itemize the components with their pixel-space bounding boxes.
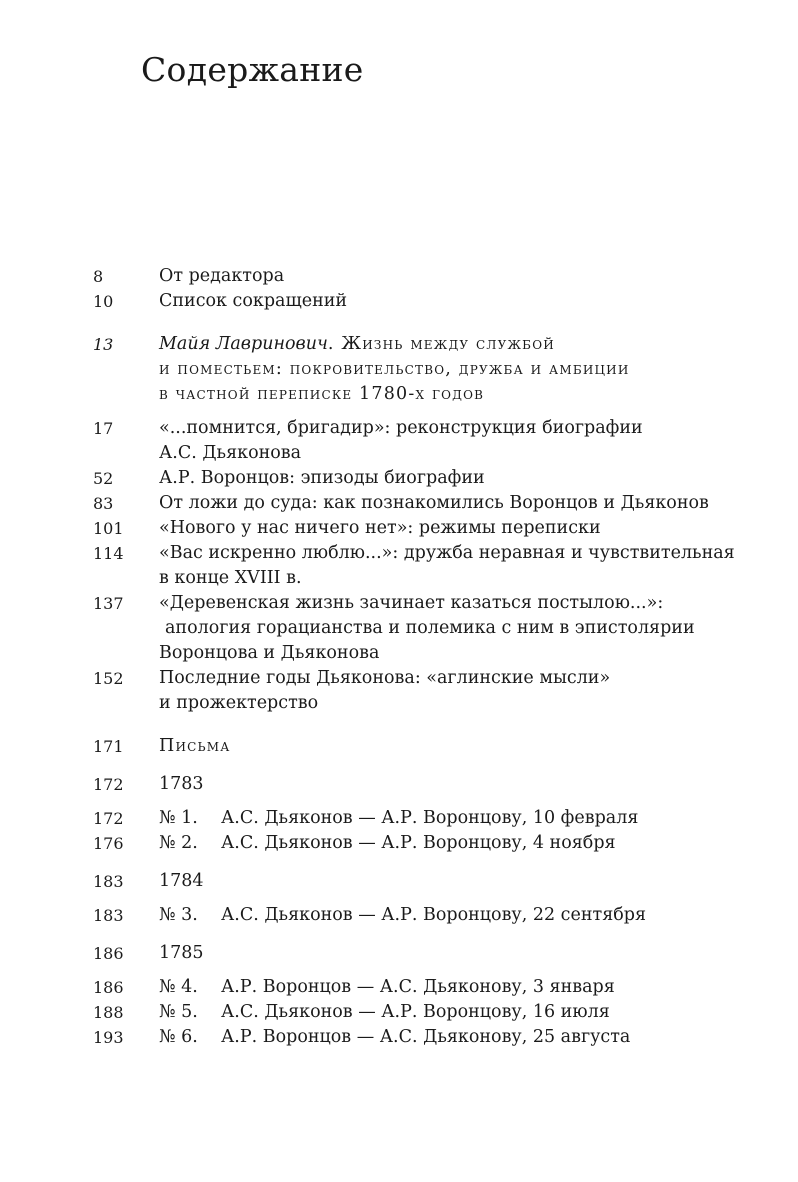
toc-entry [0, 416, 798, 466]
toc-entry-essay [0, 332, 798, 407]
letter-title: А.Р. Воронцов — А.С. Дьяконову, 25 августа [221, 1027, 631, 1047]
page-number: 114 [93, 544, 124, 563]
entry-title: «Деревенская жизнь зачинает казаться постылою...»: [159, 593, 664, 613]
letter-title: А.С. Дьяконов — А.Р. Воронцову, 4 ноября [221, 833, 616, 853]
entry-title: «Вас искренно люблю...»: дружба неравная и чувствительная [159, 543, 735, 563]
essay-author: Майя Лавринович [159, 334, 328, 354]
page-number: 183 [93, 906, 124, 925]
toc-year [0, 772, 798, 797]
entry-title-continued: в конце XVIII в. [159, 568, 302, 588]
toc-letter [0, 1025, 798, 1050]
entry-title: От редактора [159, 266, 285, 286]
letter-number: № 6. [159, 1027, 198, 1047]
toc-entry [0, 466, 798, 491]
page-number: 52 [93, 469, 114, 488]
entry-title: «...помнится, бригадир»: реконструкция биографии [159, 418, 643, 438]
entry-title-continued: и прожектерство [159, 693, 319, 713]
toc-letter [0, 975, 798, 1000]
entry-title: От ложи до суда: как познакомились Воронцов и Дьяконов [159, 493, 709, 513]
letter-number: № 1. [159, 808, 198, 828]
page-number: 176 [93, 834, 124, 853]
page-number: 137 [93, 594, 124, 613]
page-number: 8 [93, 267, 104, 286]
page-number: 172 [93, 809, 124, 828]
letter-number: № 2. [159, 833, 198, 853]
entry-title: Последние годы Дьяконова: «аглинские мысли» [159, 668, 611, 688]
letter-title: А.С. Дьяконов — А.Р. Воронцову, 10 февраля [221, 808, 639, 828]
page-number: 193 [93, 1028, 124, 1047]
toc-letter [0, 1000, 798, 1025]
letter-title: А.С. Дьяконов — А.Р. Воронцову, 22 сентября [221, 905, 647, 925]
letter-number: № 5. [159, 1002, 198, 1022]
year-label: 1784 [159, 871, 204, 891]
page-number: 186 [93, 944, 124, 963]
entry-title-continued: А.С. Дьяконова [159, 443, 302, 463]
entry-title-continued: Воронцова и Дьяконова [159, 643, 380, 663]
toc-entry [0, 666, 798, 716]
toc-entry [0, 541, 798, 591]
toc-entry [0, 516, 798, 541]
toc-entry [0, 591, 798, 666]
section-title: Письма [159, 736, 231, 756]
table-of-contents [0, 264, 798, 1050]
page-title: Содержание [141, 50, 364, 89]
toc-entry [0, 289, 798, 314]
page-number: 17 [93, 419, 114, 438]
page-number: 13 [93, 335, 114, 354]
page-number: 152 [93, 669, 124, 688]
toc-year [0, 869, 798, 894]
essay-title-line: и поместьем: покровительство, дружба и амбиции [159, 359, 630, 379]
letter-title: А.С. Дьяконов — А.Р. Воронцову, 16 июля [221, 1002, 610, 1022]
toc-entry [0, 491, 798, 516]
page-number: 10 [93, 292, 114, 311]
letter-number: № 4. [159, 977, 198, 997]
toc-section-letters [0, 734, 798, 759]
year-label: 1783 [159, 774, 204, 794]
essay-title-line: . Жизнь между службой [327, 334, 555, 354]
toc-letter [0, 831, 798, 856]
toc-entry [0, 264, 798, 289]
toc-letter [0, 903, 798, 928]
essay-title-line: в частной переписке 1780-х годов [159, 384, 485, 404]
toc-letter [0, 806, 798, 831]
letter-title: А.Р. Воронцов — А.С. Дьяконову, 3 января [221, 977, 615, 997]
page-number: 101 [93, 519, 124, 538]
page-number: 83 [93, 494, 114, 513]
year-label: 1785 [159, 943, 204, 963]
letter-number: № 3. [159, 905, 198, 925]
entry-title: «Нового у нас ничего нет»: режимы переписки [159, 518, 601, 538]
entry-title-continued: апология горацианства и полемика с ним в эпистолярии [165, 618, 695, 638]
page-number: 172 [93, 775, 124, 794]
page-number: 183 [93, 872, 124, 891]
page-number: 188 [93, 1003, 124, 1022]
page-number: 171 [93, 737, 124, 756]
entry-title: Список сокращений [159, 291, 348, 311]
page-number: 186 [93, 978, 124, 997]
toc-year [0, 941, 798, 966]
entry-title [159, 332, 798, 357]
entry-title: А.Р. Воронцов: эпизоды биографии [159, 468, 485, 488]
